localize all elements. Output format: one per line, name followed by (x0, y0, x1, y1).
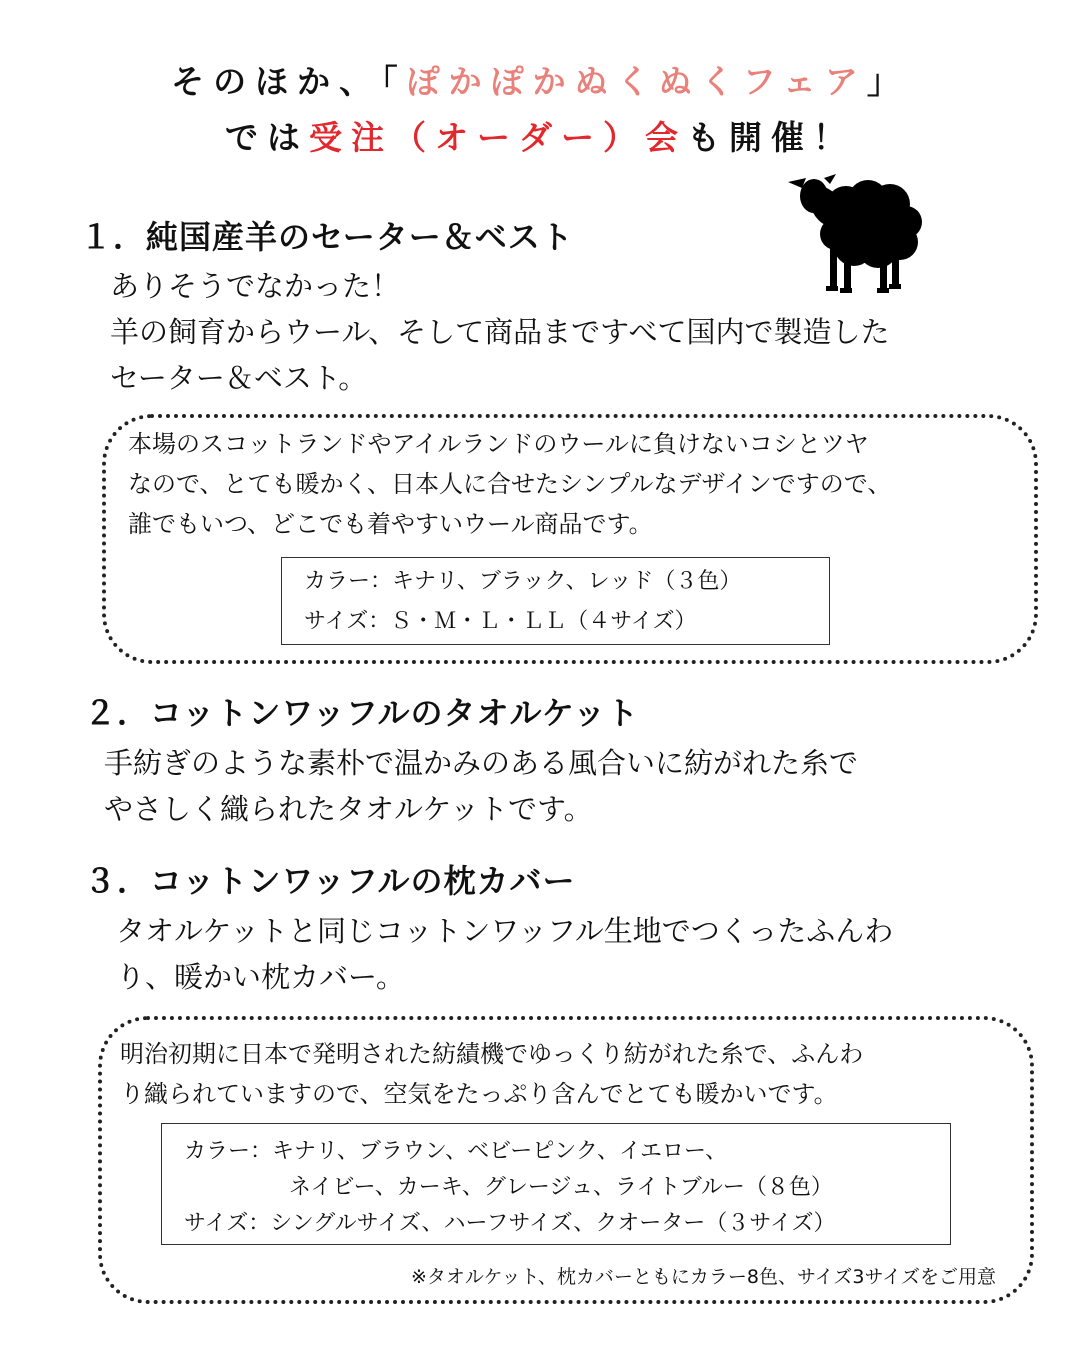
headline-suffix: 」 (866, 62, 909, 101)
section3-description (116, 908, 893, 1000)
section2-line: やさしく織られたタオルケットです。 (104, 792, 593, 826)
section3-spec-color-2: ネイビー、カーキ、グレージュ、ライトブルー（８色） (289, 1175, 833, 1200)
section1-description (110, 263, 890, 401)
section1-title: １．純国産羊のセーター＆ベスト (80, 218, 574, 256)
fair-name: ぽかぽかぬくぬくフェア (406, 62, 867, 101)
section3-title: ３．コットンワッフルの枕カバー (84, 862, 576, 900)
section1-box-line: なので、とても暖かく、日本人に合せたシンプルなデザインですので、 (128, 470, 892, 498)
section1-line: 羊の飼育からウール、そして商品まですべて国内で製造した (110, 315, 890, 349)
section1-spec-size: サイズ：Ｓ・Ｍ・Ｌ・ＬＬ（４サイズ） (304, 609, 697, 634)
section2-line: 手紡ぎのような素朴で温かみのある風合いに紡がれた糸で (104, 746, 859, 780)
section1-spec-box (281, 557, 830, 645)
section3-line: タオルケットと同じコットンワッフル生地でつくったふんわ (116, 914, 894, 948)
section3-line: り、暖かい枕カバー。 (116, 960, 405, 994)
headline2-suffix: も開催！ (687, 118, 855, 157)
section3-box-line: 明治初期に日本で発明された紡績機でゆっくり紡がれた糸で、ふんわ (120, 1040, 864, 1068)
section3-spec-size: サイズ：シングルサイズ、ハーフサイズ、クオーター（３サイズ） (184, 1211, 836, 1236)
order-event-label: 受注（オーダー）会 (309, 118, 687, 157)
headline-line-1 (0, 56, 1080, 103)
section3-box-line: り織られていますので、空気をたっぷり含んでとても暖かいです。 (120, 1080, 838, 1108)
section1-line: セーター＆ベスト。 (110, 361, 368, 395)
headline-prefix: そのほか、「 (171, 62, 407, 101)
section3-spec-color-1: カラー：キナリ、ブラウン、ベビーピンク、イエロー、 (184, 1139, 728, 1164)
section1-box-line: 本場のスコットランドやアイルランドのウールに負けないコシとツヤ (128, 430, 869, 458)
section3-spec-box (161, 1123, 951, 1245)
section1-spec-color: カラー：キナリ、ブラック、レッド（３色） (304, 569, 742, 594)
headline2-prefix: では (225, 118, 309, 157)
section1-box-line: 誰でもいつ、どこでも着やすいウール商品です。 (128, 510, 653, 538)
section1-line: ありそうでなかった！ (110, 269, 401, 303)
headline-line-2 (0, 112, 1080, 159)
section2-description (104, 740, 858, 832)
section3-note: ※タオルケット、枕カバーともにカラー8色、サイズ3サイズをご用意 (410, 1266, 996, 1288)
section2-title: ２．コットンワッフルのタオルケット (84, 694, 640, 732)
